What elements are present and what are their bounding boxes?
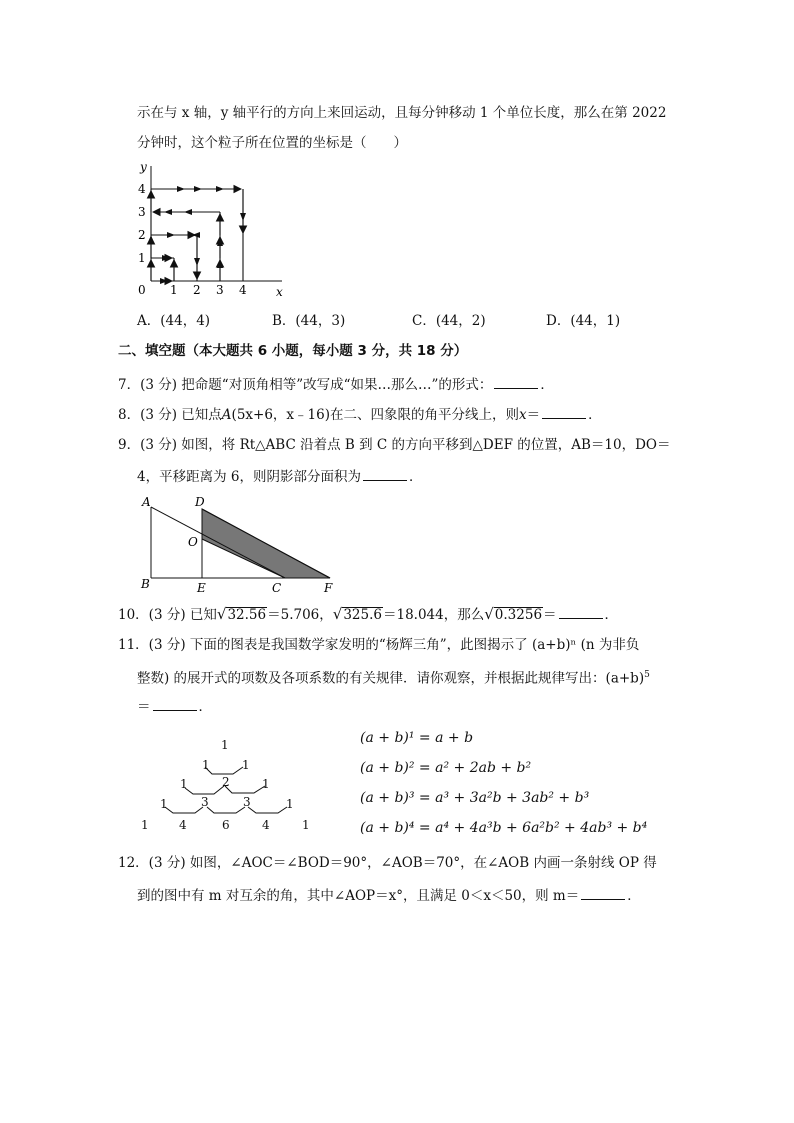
q11-end: ． bbox=[198, 699, 212, 715]
q12-line2-text: 到的图中有 m 对互余的角，其中∠AOP＝x°，且满足 0＜x＜50，则 m＝ bbox=[137, 888, 580, 904]
label-d: D bbox=[195, 495, 205, 509]
q11-line2 bbox=[137, 666, 650, 688]
option-d[interactable]: D．(44，1) bbox=[546, 313, 621, 329]
q8-point-a: A bbox=[221, 407, 232, 423]
tri-r2-1: 2 bbox=[222, 775, 230, 789]
particle-path-figure bbox=[132, 158, 292, 300]
y-tick-3: 3 bbox=[138, 205, 146, 219]
translation-figure bbox=[136, 494, 341, 594]
x-tick-4: 4 bbox=[239, 283, 247, 297]
section-heading: 二、填空题（本大题共 6 小题，每小题 3 分，共 18 分） bbox=[118, 343, 468, 359]
question-7 bbox=[118, 374, 554, 394]
tri-r3-3: 1 bbox=[286, 797, 294, 811]
q9-line1: 9．(3 分) 如图，将 Rt△ABC 沿着点 B 到 C 的方向平移到△DEF 的位置，AB＝10，DO＝ bbox=[118, 437, 671, 453]
q8-end: ． bbox=[588, 407, 602, 423]
q11-line3 bbox=[137, 696, 212, 716]
q7-text: 7．(3 分) 把命题“对顶角相等”改写成“如果…那么…”的形式： bbox=[118, 377, 493, 393]
sqrt-icon: √ bbox=[484, 605, 494, 623]
q12-line1: 12．(3 分) 如图，∠AOC＝∠BOD＝90°，∠AOB＝70°，在∠AOB 内画一条射线 OP 得 bbox=[118, 855, 657, 871]
label-a: A bbox=[142, 495, 151, 509]
tri-r4-3: 4 bbox=[262, 818, 270, 832]
tri-r4-4: 1 bbox=[302, 818, 310, 832]
q10-blank[interactable] bbox=[559, 604, 603, 619]
q10-pre: 10．(3 分) 已知 bbox=[118, 607, 217, 623]
tri-r4-2: 6 bbox=[222, 818, 230, 832]
q9-line2-text: 4，平移距离为 6，则阴影部分面积为 bbox=[137, 469, 361, 485]
q10-radicand-2: 325.6 bbox=[343, 607, 382, 623]
q6-line2: 分钟时，这个粒子所在位置的坐标是（ ） bbox=[137, 135, 407, 151]
expansion-3: (a + b)³ = a³ + 3a²b + 3ab² + b³ bbox=[360, 790, 590, 806]
expansion-4: (a + b)⁴ = a⁴ + 4a³b + 6a²b² + 4ab³ + b⁴ bbox=[360, 820, 648, 836]
q9-line2 bbox=[137, 466, 422, 486]
tri-r2-2: 1 bbox=[262, 777, 270, 791]
label-e: E bbox=[197, 581, 206, 594]
tri-r3-0: 1 bbox=[160, 797, 168, 811]
q12-blank[interactable] bbox=[581, 885, 625, 900]
label-o: O bbox=[188, 535, 198, 549]
q10-eq: ＝ bbox=[543, 607, 557, 623]
expansion-2: (a + b)² = a² + 2ab + b² bbox=[360, 760, 532, 776]
x-tick-3: 3 bbox=[216, 283, 224, 297]
q8-post: 在二、四象限的角平分线上，则 bbox=[329, 407, 519, 423]
q7-end: ． bbox=[540, 377, 554, 393]
q9-end: ． bbox=[408, 469, 423, 485]
q8-pre: 8．(3 分) 已知点 bbox=[118, 407, 222, 423]
tri-r0-0: 1 bbox=[221, 738, 229, 752]
q11-line2-text: 整数) 的展开式的项数及各项系数的有关规律．请你观察，并根据此规律写出：(a+b) bbox=[137, 670, 645, 687]
y-tick-4: 4 bbox=[138, 182, 146, 196]
q8-eq: ＝ bbox=[526, 407, 541, 423]
y-tick-1: 1 bbox=[138, 251, 146, 265]
option-b[interactable]: B．(44，3) bbox=[272, 313, 346, 329]
q10-value-2: ＝18.044，那么 bbox=[382, 607, 485, 623]
q10-end: ． bbox=[604, 607, 619, 623]
label-b: B bbox=[141, 577, 150, 591]
tri-r4-0: 1 bbox=[141, 818, 149, 832]
option-c[interactable]: C．(44，2) bbox=[412, 313, 486, 329]
y-tick-2: 2 bbox=[138, 228, 146, 242]
sqrt-icon: √ bbox=[216, 605, 227, 623]
q6-line1: 示在与 x 轴，y 轴平行的方向上来回运动，且每分钟移动 1 个单位长度，那么在第 2022 bbox=[137, 105, 667, 121]
tri-r1-1: 1 bbox=[242, 758, 250, 772]
y-axis-label: y bbox=[140, 160, 147, 174]
tri-r1-0: 1 bbox=[202, 758, 210, 772]
origin-label: 0 bbox=[138, 283, 146, 297]
q10-radicand-1: 32.56 bbox=[227, 607, 267, 623]
q7-blank[interactable] bbox=[494, 374, 538, 389]
question-8 bbox=[118, 404, 602, 424]
q8-blank[interactable] bbox=[542, 404, 586, 419]
expansion-1: (a + b)¹ = a + b bbox=[360, 730, 474, 746]
x-tick-2: 2 bbox=[193, 283, 201, 297]
tri-r3-1: 3 bbox=[201, 795, 209, 809]
q9-blank[interactable] bbox=[363, 466, 407, 481]
tri-r2-0: 1 bbox=[180, 777, 188, 791]
q10-value-1: ＝5.706， bbox=[267, 607, 333, 623]
question-10 bbox=[118, 604, 618, 624]
q11-eq: ＝ bbox=[137, 699, 151, 715]
q10-radicand-3: 0.3256 bbox=[494, 607, 543, 623]
q8-coords: (5x+6，x﹣16) bbox=[231, 407, 330, 423]
sqrt-icon: √ bbox=[332, 605, 343, 623]
q12-end: ． bbox=[627, 888, 641, 904]
q12-line2 bbox=[137, 885, 641, 905]
q8-var: x bbox=[518, 407, 527, 423]
label-f: F bbox=[324, 581, 333, 594]
q11-blank[interactable] bbox=[153, 696, 197, 711]
tri-r4-1: 4 bbox=[179, 818, 187, 832]
label-c: C bbox=[272, 581, 282, 594]
option-a[interactable]: A．(44，4) bbox=[137, 313, 211, 329]
q11-exponent: 5 bbox=[644, 670, 650, 680]
x-tick-1: 1 bbox=[170, 283, 178, 297]
tri-r3-2: 3 bbox=[243, 795, 251, 809]
q11-line1: 11．(3 分) 下面的图表是我国数学家发明的“杨辉三角”，此图揭示了 (a+b)ⁿ (n 为非负 bbox=[118, 637, 640, 653]
x-axis-label: x bbox=[276, 285, 283, 299]
